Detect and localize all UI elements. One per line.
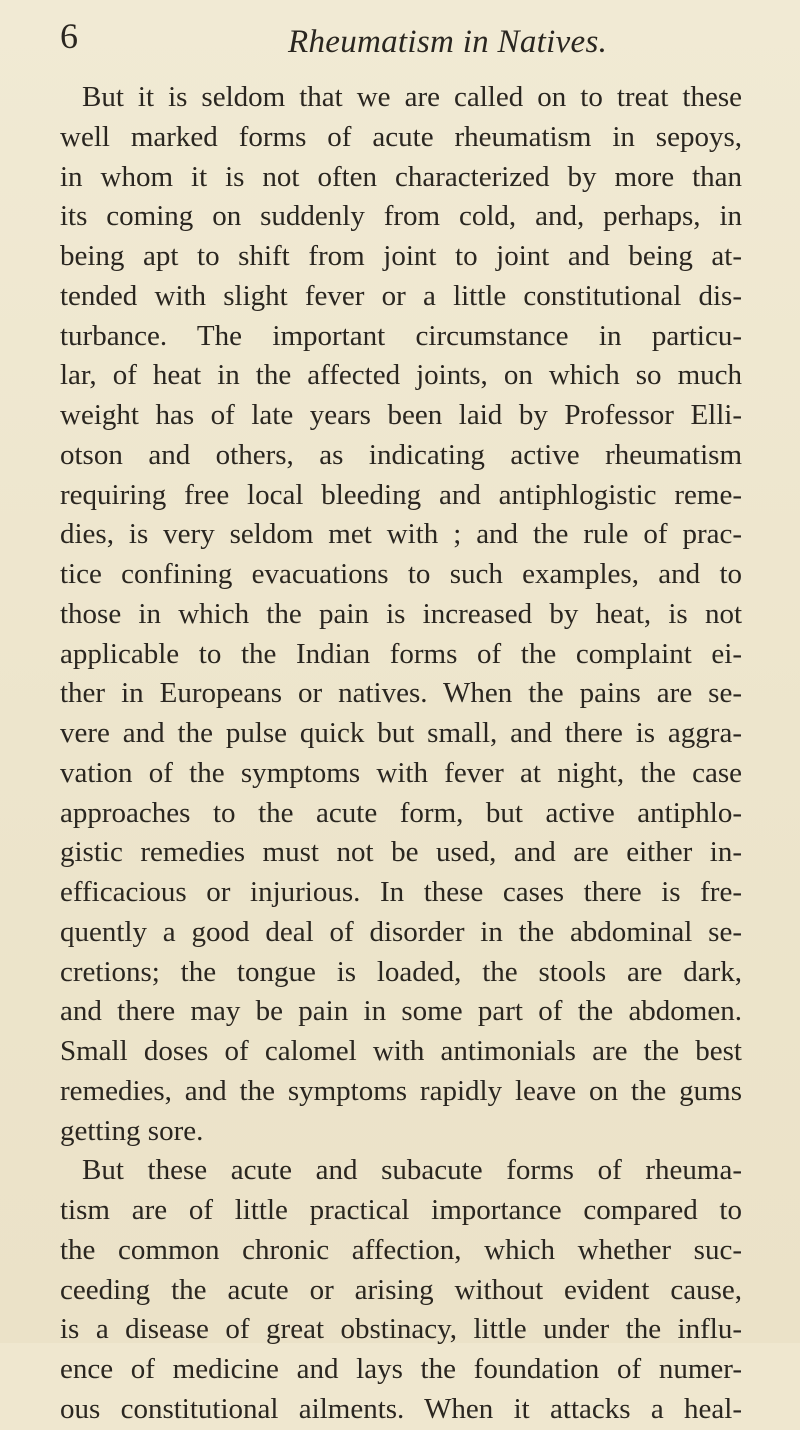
text-line: getting sore. xyxy=(60,1114,204,1147)
text-line: dies, is very seldom met with ; and the rule of prac- xyxy=(60,518,742,551)
text-line: ence of medicine and lays the foundation of numer- xyxy=(60,1353,742,1385)
text-line: efficacious or injurious. In these cases there is fre- xyxy=(60,876,742,908)
text-line: well marked forms of acute rheumatism in sepoys, xyxy=(60,120,742,153)
text-line: But it is seldom that we are called on to treat these xyxy=(82,81,742,113)
text-line: ceeding the acute or arising without evident cause, xyxy=(60,1273,742,1306)
text-line: otson and others, as indicating active rheumatism xyxy=(60,438,742,471)
text-line: weight has of late years been laid by Professor Elli- xyxy=(60,399,742,431)
text-line: vere and the pulse quick but small, and there is aggra- xyxy=(60,717,742,749)
text-line: those in which the pain is increased by heat, is not xyxy=(60,597,742,630)
text-line: tice confining evacuations to such examples, and to xyxy=(60,558,742,590)
text-line: being apt to shift from joint to joint and being at- xyxy=(60,240,742,272)
text-line: But these acute and subacute forms of rheuma- xyxy=(82,1154,742,1187)
text-line: remedies, and the symptoms rapidly leave on the gums xyxy=(60,1074,742,1107)
text-line: quently a good deal of disorder in the abdominal se- xyxy=(60,915,742,948)
running-title: Rheumatism in Natives. xyxy=(288,24,608,60)
text-line: requiring free local bleeding and antiphlogistic reme- xyxy=(60,478,742,511)
text-line: Small doses of calomel with antimonials are the best xyxy=(60,1035,742,1067)
text-line: vation of the symptoms with fever at night, the case xyxy=(60,756,742,789)
body-text xyxy=(60,78,742,1430)
text-line: and there may be pain in some part of the abdomen. xyxy=(60,995,742,1028)
text-line: cretions; the tongue is loaded, the stools are dark, xyxy=(60,955,742,988)
text-line: its coming on suddenly from cold, and, perhaps, in xyxy=(60,200,742,233)
page-number: 6 xyxy=(60,16,78,56)
text-line: turbance. The important circumstance in particu- xyxy=(60,319,742,352)
text-line: approaches to the acute form, but active antiphlo- xyxy=(60,796,742,829)
text-line: the common chronic affection, which whether suc- xyxy=(60,1233,742,1266)
page-header xyxy=(60,18,760,78)
text-line: tism are of little practical importance compared to xyxy=(60,1194,742,1226)
text-line: ous constitutional ailments. When it attacks a heal- xyxy=(60,1392,742,1425)
text-line: ther in Europeans or natives. When the pains are se- xyxy=(60,677,742,710)
text-line: applicable to the Indian forms of the complaint ei- xyxy=(60,637,742,670)
text-line: in whom it is not often characterized by more than xyxy=(60,160,742,193)
text-line: lar, of heat in the affected joints, on which so much xyxy=(60,359,742,392)
text-line: gistic remedies must not be used, and are either in- xyxy=(60,836,742,869)
text-line: tended with slight fever or a little constitutional dis- xyxy=(60,279,742,312)
text-line: is a disease of great obstinacy, little under the influ- xyxy=(60,1313,742,1346)
